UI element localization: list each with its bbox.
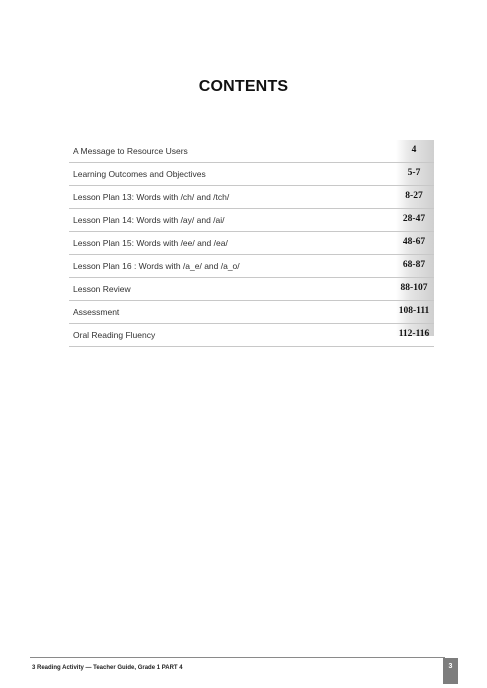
toc-entry-page: 88-107 xyxy=(400,283,428,293)
toc-row[interactable] xyxy=(69,163,434,186)
toc-row[interactable] xyxy=(69,278,434,301)
table-of-contents xyxy=(69,140,434,347)
toc-row[interactable] xyxy=(69,140,434,163)
toc-entry-title: Lesson Plan 15: Words with /ee/ and /ea/ xyxy=(73,238,228,248)
toc-row[interactable] xyxy=(69,255,434,278)
toc-entry-title: Lesson Review xyxy=(73,284,131,294)
footer-text: 3 Reading Activity — Teacher Guide, Grade 1 PART 4 xyxy=(32,665,183,671)
toc-entry-title: Lesson Plan 16 : Words with /a_e/ and /a_o/ xyxy=(73,261,240,271)
toc-entry-page: 48-67 xyxy=(402,237,426,247)
toc-entry-page: 28-47 xyxy=(402,214,426,224)
toc-entry-page: 5-7 xyxy=(407,168,421,178)
toc-row[interactable] xyxy=(69,301,434,324)
toc-entry-page: 8-27 xyxy=(405,191,423,201)
toc-entry-title: Lesson Plan 14: Words with /ay/ and /ai/ xyxy=(73,215,225,225)
toc-entry-page: 4 xyxy=(411,145,417,155)
toc-row[interactable] xyxy=(69,186,434,209)
toc-row[interactable] xyxy=(69,324,434,347)
toc-entry-title: A Message to Resource Users xyxy=(73,146,188,156)
footer-divider xyxy=(30,657,445,658)
toc-entry-title: Lesson Plan 13: Words with /ch/ and /tch/ xyxy=(73,192,230,202)
toc-row[interactable] xyxy=(69,232,434,255)
toc-row[interactable] xyxy=(69,209,434,232)
toc-entry-page: 112-116 xyxy=(398,329,430,339)
toc-entry-page: 68-87 xyxy=(402,260,426,270)
toc-entry-title: Assessment xyxy=(73,307,120,317)
toc-entry-title: Oral Reading Fluency xyxy=(73,330,156,340)
page-title: CONTENTS xyxy=(198,78,289,95)
toc-entry-page: 108-111 xyxy=(398,306,430,316)
page-number: 3 xyxy=(443,658,458,684)
toc-entry-title: Learning Outcomes and Objectives xyxy=(73,169,206,179)
